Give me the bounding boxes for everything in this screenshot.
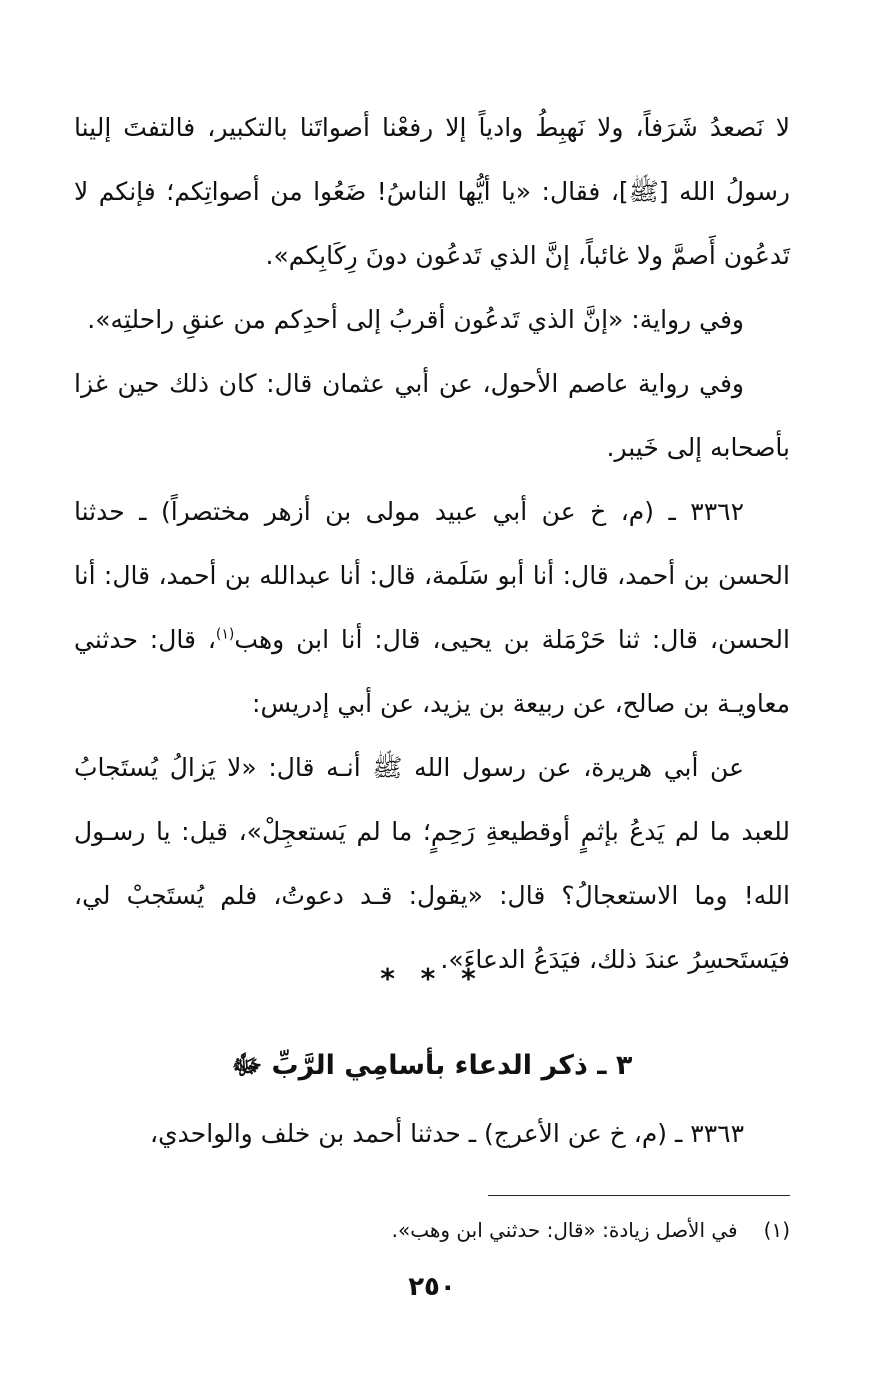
isnad-text: ٣٣٦٢ ـ (م، خ عن أبي عبيد مولى بن أزهر مختصراً) ـ حدثنا الحسن بن أحمد، قال: أنا أبو سَلَمة، قال: أنا عبدالله بن أحمد، قال: أنا الحسن، قال: ثنا حَرْمَلة بن يحيى، قال: أنا ابن وهب — [74, 497, 790, 654]
isnad-text-continued: ، قال: حدثني معاويـة بن صالح، عن ربيعة بن يزيد، عن أبي إدريس: — [74, 625, 790, 718]
page-number: ٢٥٠ — [408, 1272, 456, 1302]
book-page — [74, 96, 790, 1346]
paragraph-hadith-3362-matn: عن أبي هريرة، عن رسول الله ﷺ أنـه قال: «لا يَزالُ يُستَجابُ للعبد ما لم يَدعُ بإثمٍ أوقطيعةِ رَحِمٍ؛ ما لم يَستعجِلْ»، قيل: يا رسـول الله! وما الاستعجالُ؟ قال: «يقول: قـد دعوتُ، فلم يُستَجبْ لي، فيَستَحسِرُ عندَ ذلك، فيَدَعُ الدعاءَ». — [74, 753, 790, 974]
paragraph-asim-narration: وفي رواية عاصم الأحول، عن أبي عثمان قال: كان ذلك حين غزا بأصحابه إلى خَيبر. — [74, 369, 790, 462]
footnote-marker: (١) — [215, 626, 235, 643]
footnote-text: في الأصل زيادة: «قال: حدثني ابن وهب». — [391, 1218, 738, 1242]
paragraph-continuation: لا نَصعدُ شَرَفاً، ولا نَهبِطُ وادياً إلا رفعْنا أصواتَنا بالتكبير، فالتفتَ إلينا رسولُ الله [ﷺ]، فقال: «يا أيُّها الناسُ! ضَعُوا من أصواتِكم؛ فإنكم لا تَدعُون أَصمَّ ولا غائباً، إنَّ الذي تَدعُون دونَ رِكَابِكم». — [74, 113, 790, 270]
section-heading: ٣ ـ ذكر الدعاء بأسامِي الرَّبِّ ﷻ — [231, 1050, 633, 1081]
footnote — [74, 1214, 790, 1246]
footnote-divider — [488, 1195, 790, 1196]
paragraph-variant-narration: وفي رواية: «إنَّ الذي تَدعُون أقربُ إلى أحدِكم من عنقِ راحلتِه». — [87, 305, 744, 334]
paragraph-hadith-3363: ٣٣٦٣ ـ (م، خ عن الأعرج) ـ حدثنا أحمد بن خلف والواحدي، — [150, 1119, 744, 1148]
footnote-number: (١) — [763, 1218, 790, 1242]
section-separator: * * * — [380, 962, 484, 995]
paragraph-hadith-3362-isnad — [74, 480, 790, 736]
